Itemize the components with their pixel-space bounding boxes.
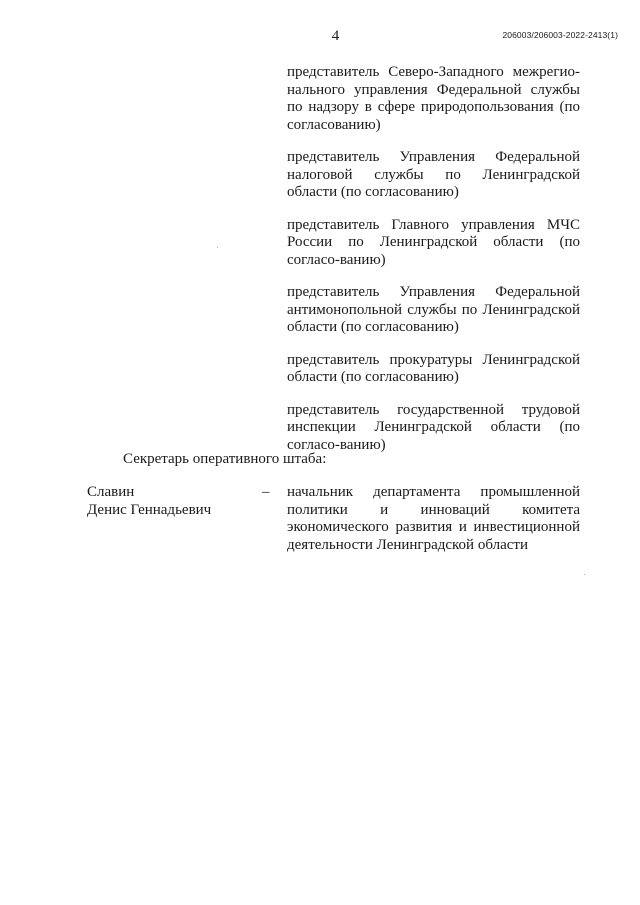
- secretary-name: [87, 484, 211, 519]
- representative-item: представитель Северо-Западного межрегио-нального управления Федеральной службы по надзору в сфере природопользования (по согласованию): [287, 64, 580, 133]
- scan-speck: [584, 574, 585, 575]
- representative-item: представитель государственной трудовой инспекции Ленинградской области (по согласо-ванию): [287, 401, 580, 453]
- representative-item: представитель Управления Федеральной налоговой службы по Ленинградской области (по согласованию): [287, 149, 580, 200]
- secretary-position: начальник департамента промышленной политики и инноваций комитета экономического развития и инвестиционной деятельности Ленинградской области: [287, 484, 580, 553]
- page-number: 4: [331, 28, 340, 44]
- secretary-surname: Славин: [87, 484, 135, 500]
- document-code: 206003/206003-2022-2413(1): [502, 30, 618, 40]
- secretary-dash: –: [262, 484, 270, 500]
- secretary-given-names: Денис Геннадьевич: [87, 501, 212, 518]
- representative-item: представитель Управления Федеральной антимонопольной службы по Ленинградской области (по согласованию): [287, 284, 580, 335]
- secretary-heading: Секретарь оперативного штаба:: [123, 451, 327, 467]
- scan-speck: [217, 247, 218, 248]
- representatives-list: [287, 64, 580, 469]
- representative-item: представитель Главного управления МЧС России по Ленинградской области (по согласо-ванию): [287, 216, 580, 268]
- representative-item: представитель прокуратуры Ленинградской области (по согласованию): [287, 351, 580, 385]
